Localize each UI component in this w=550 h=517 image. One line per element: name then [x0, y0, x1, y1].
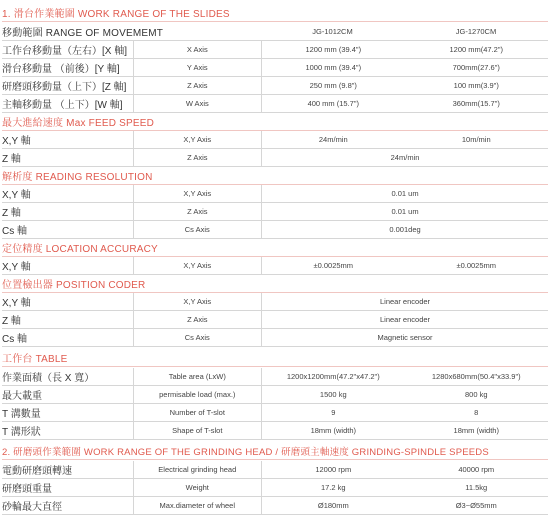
- row-axis: Cs Axis: [133, 221, 263, 238]
- row-axis: X,Y Axis: [133, 293, 263, 310]
- table-row: [2, 257, 548, 275]
- row-value-1: 18mm (width): [310, 426, 356, 435]
- row-axis: Z Axis: [133, 149, 263, 166]
- row-value-span: Linear encoder: [380, 315, 431, 324]
- row-value-1: 17.2 kg: [320, 483, 346, 492]
- table-row: [2, 59, 548, 77]
- section-title-feed-speed: [2, 113, 548, 131]
- row-value-1: 1200 mm (39.4"): [305, 45, 362, 54]
- row-value-2: ±0.0025mm: [456, 261, 497, 270]
- section-title-work-range: [2, 4, 548, 22]
- table-row: [2, 497, 548, 515]
- table-row: [2, 41, 548, 59]
- table-row: [2, 185, 548, 203]
- row-label: Z 軸: [2, 208, 21, 219]
- row-label: Z 軸: [2, 316, 21, 327]
- row-value-1: 1500 kg: [319, 390, 347, 399]
- movement-title: 移動範圍 RANGE OF MOVEMEMT: [2, 28, 164, 39]
- row-value-1: 1200x1200mm(47.2"x47.2"): [286, 372, 380, 381]
- row-label: T 溝形狀: [2, 427, 41, 438]
- row-axis: Max.diameter of wheel: [133, 497, 263, 514]
- row-value-span: Magnetic sensor: [377, 333, 433, 342]
- row-value-1: 9: [331, 408, 336, 417]
- table-row: [2, 386, 548, 404]
- row-value-span: 0.01 um: [391, 207, 419, 216]
- row-axis: Z Axis: [133, 203, 263, 220]
- row-value-1: 400 mm (15.7"): [307, 99, 359, 108]
- table-row: [2, 95, 548, 113]
- row-axis: Table area (LxW): [133, 368, 263, 385]
- row-axis: Z Axis: [133, 311, 263, 328]
- table-row: [2, 329, 548, 347]
- row-value-1: ±0.0025mm: [313, 261, 354, 270]
- table-row: [2, 422, 548, 440]
- section-title-grinding-head: [2, 442, 548, 460]
- row-axis: Y Axis: [133, 59, 263, 76]
- row-value-2: 10m/min: [461, 135, 491, 144]
- model-jg-1270cm: JG-1270CM: [455, 27, 497, 36]
- section-title-text: 最大進給速度 Max FEED SPEED: [2, 118, 154, 129]
- row-value-2: 40000 rpm: [458, 465, 495, 474]
- row-axis: Cs Axis: [133, 329, 263, 346]
- section-title-accuracy: [2, 239, 548, 257]
- row-label: 滑台移動量 （前後）[Y 軸]: [2, 64, 120, 75]
- row-label: Cs 軸: [2, 334, 27, 345]
- row-value-2: 360mm(15.7"): [452, 99, 500, 108]
- row-value-2: 1200 mm(47.2"): [449, 45, 504, 54]
- row-value-1: 12000 rpm: [315, 465, 352, 474]
- table-row: [2, 221, 548, 239]
- row-label: 研磨頭移動量（上下）[Z 軸]: [2, 82, 127, 93]
- section-title-text: 2. 研磨頭作業範圍 WORK RANGE OF THE GRINDING HEAD / 研磨頭主軸速度 GRINDING-SPINDLE SPEEDS: [2, 446, 489, 458]
- row-label: X,Y 軸: [2, 136, 31, 147]
- row-label: Cs 軸: [2, 226, 27, 237]
- row-value-1: 1000 mm (39.4"): [305, 63, 362, 72]
- row-axis: X Axis: [133, 41, 263, 58]
- table-row: [2, 131, 548, 149]
- row-value-1: 24m/min: [318, 135, 348, 144]
- row-label: X,Y 軸: [2, 190, 31, 201]
- row-axis: Z Axis: [133, 77, 263, 94]
- table-row: [2, 368, 548, 386]
- table-row: [2, 479, 548, 497]
- row-value-2: 100 mm(3.9"): [453, 81, 499, 90]
- row-axis: Weight: [133, 479, 263, 496]
- table-row: [2, 311, 548, 329]
- row-value-span: 0.01 um: [391, 189, 419, 198]
- table-row: [2, 404, 548, 422]
- row-value-2: Ø3~Ø55mm: [455, 501, 497, 510]
- row-label: 電動研磨頭轉速: [2, 466, 72, 477]
- model-jg-1012cm: JG-1012CM: [312, 27, 353, 36]
- row-value-2: 11.5kg: [465, 483, 488, 492]
- table-row: [2, 293, 548, 311]
- row-label: 砂輪最大直徑: [2, 502, 62, 513]
- row-value-2: 700mm(27.6"): [452, 63, 500, 72]
- row-axis: W Axis: [133, 95, 263, 112]
- table-row: [2, 77, 548, 95]
- table-row: [2, 203, 548, 221]
- section-title-table: [2, 349, 548, 367]
- row-axis: Electrical grinding head: [133, 461, 263, 478]
- row-label: T 溝數量: [2, 409, 41, 420]
- row-label: 研磨頭重量: [2, 484, 52, 495]
- movement-header-row: [2, 23, 548, 41]
- row-value-span: Linear encoder: [380, 297, 431, 306]
- section-title-text: 工作台 TABLE: [2, 354, 68, 365]
- row-value-1: Ø180mm: [317, 501, 349, 510]
- section-title-resolution: [2, 167, 548, 185]
- row-axis: Shape of T-slot: [133, 422, 263, 439]
- row-label: 最大載重: [2, 391, 42, 402]
- row-value-1: 250 mm (9.8"): [309, 81, 357, 90]
- row-axis: permisable load (max.): [133, 386, 263, 403]
- row-label: 工作台移動量（左右）[X 軸]: [2, 46, 128, 57]
- row-label: 作業面積（長 X 寬）: [2, 373, 95, 384]
- row-axis: X,Y Axis: [133, 131, 263, 148]
- row-label: X,Y 軸: [2, 262, 31, 273]
- row-value-2: 1280x680mm(50.4"x33.9"): [431, 372, 521, 381]
- row-axis: X,Y Axis: [133, 257, 263, 274]
- section-title-text: 1. 滑台作業範圍 WORK RANGE OF THE SLIDES: [2, 9, 230, 20]
- section-title-position-coder: [2, 275, 548, 293]
- table-row: [2, 461, 548, 479]
- row-label: X,Y 軸: [2, 298, 31, 309]
- row-value-2: 800 kg: [464, 390, 488, 399]
- row-axis: Number of T-slot: [133, 404, 263, 421]
- row-value-2: 18mm (width): [453, 426, 499, 435]
- row-value-2: 8: [474, 408, 479, 417]
- row-label: 主軸移動量 （上下）[W 軸]: [2, 100, 123, 111]
- section-title-text: 位置檢出器 POSITION CODER: [2, 280, 146, 291]
- section-title-text: 定位精度 LOCATION ACCURACY: [2, 244, 158, 255]
- row-value-span: 24m/min: [390, 153, 420, 162]
- row-value-span: 0.001deg: [389, 225, 421, 234]
- section-title-text: 解析度 READING RESOLUTION: [2, 172, 153, 183]
- row-axis: X,Y Axis: [133, 185, 263, 202]
- row-label: Z 軸: [2, 154, 21, 165]
- table-row: [2, 149, 548, 167]
